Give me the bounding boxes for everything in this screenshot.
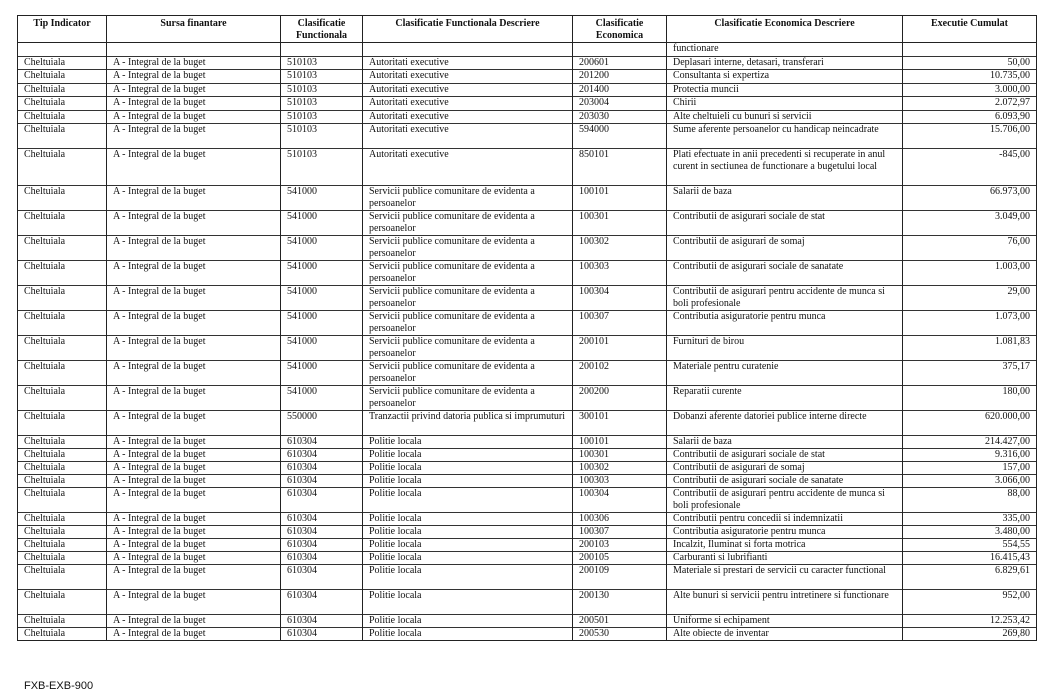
cell-cf: 610304	[281, 552, 363, 565]
cell-cf-descriere: Servicii publice comunitare de evidenta a persoanelor	[363, 361, 573, 386]
cell-ce: 201200	[573, 70, 667, 84]
cell-cf-descriere: Politie locala	[363, 449, 573, 462]
cell-cf: 541000	[281, 336, 363, 361]
cell-cf-descriere: Servicii publice comunitare de evidenta a persoanelor	[363, 311, 573, 336]
cell-tip: Cheltuiala	[18, 361, 107, 386]
cell-cf-descriere: Politie locala	[363, 462, 573, 475]
table-row	[18, 110, 1037, 124]
cell-ce-descriere: Consultanta si expertiza	[667, 70, 903, 84]
cell-sursa: A - Integral de la buget	[107, 286, 281, 311]
cell-tip	[18, 43, 107, 57]
table-row	[18, 526, 1037, 539]
cell-ce: 200200	[573, 386, 667, 411]
cell-ce: 594000	[573, 124, 667, 149]
table-row	[18, 475, 1037, 488]
cell-ce: 100302	[573, 236, 667, 261]
cell-sursa: A - Integral de la buget	[107, 565, 281, 590]
cell-executie: 1.003,00	[903, 261, 1037, 286]
table-row	[18, 565, 1037, 590]
cell-cf: 610304	[281, 488, 363, 513]
table-row	[18, 286, 1037, 311]
cell-cf: 541000	[281, 361, 363, 386]
table-row	[18, 261, 1037, 286]
cell-cf: 510103	[281, 149, 363, 186]
cell-cf: 610304	[281, 539, 363, 552]
cell-cf-descriere: Politie locala	[363, 615, 573, 628]
cell-ce: 100304	[573, 488, 667, 513]
cell-sursa: A - Integral de la buget	[107, 488, 281, 513]
cell-executie: 157,00	[903, 462, 1037, 475]
cell-tip: Cheltuiala	[18, 411, 107, 436]
continuation-row	[18, 43, 1037, 57]
cell-cf	[281, 43, 363, 57]
cell-tip: Cheltuiala	[18, 97, 107, 111]
cell-executie: -845,00	[903, 149, 1037, 186]
cell-ce: 203004	[573, 97, 667, 111]
cell-ce: 200105	[573, 552, 667, 565]
cell-ce: 100101	[573, 186, 667, 211]
cell-ce-descriere: Alte obiecte de inventar	[667, 628, 903, 641]
cell-sursa: A - Integral de la buget	[107, 124, 281, 149]
cell-cf: 541000	[281, 311, 363, 336]
cell-sursa: A - Integral de la buget	[107, 590, 281, 615]
cell-tip: Cheltuiala	[18, 436, 107, 449]
cell-cf: 541000	[281, 186, 363, 211]
table-row	[18, 186, 1037, 211]
cell-executie: 50,00	[903, 56, 1037, 70]
cell-cf: 610304	[281, 449, 363, 462]
table-row	[18, 628, 1037, 641]
cell-tip: Cheltuiala	[18, 526, 107, 539]
cell-cf-descriere: Servicii publice comunitare de evidenta a persoanelor	[363, 261, 573, 286]
cell-cf-descriere: Servicii publice comunitare de evidenta a persoanelor	[363, 186, 573, 211]
cell-cf-descriere: Politie locala	[363, 488, 573, 513]
cell-sursa: A - Integral de la buget	[107, 311, 281, 336]
cell-ce-descriere: Salarii de baza	[667, 186, 903, 211]
cell-ce-descriere: Contributia asiguratorie pentru munca	[667, 311, 903, 336]
cell-executie: 3.480,00	[903, 526, 1037, 539]
cell-ce-descriere: Materiale si prestari de servicii cu caracter functional	[667, 565, 903, 590]
cell-executie: 66.973,00	[903, 186, 1037, 211]
cell-executie: 15.706,00	[903, 124, 1037, 149]
cell-cf-descriere	[363, 43, 573, 57]
cell-ce-descriere: Chirii	[667, 97, 903, 111]
cell-sursa: A - Integral de la buget	[107, 236, 281, 261]
cell-tip: Cheltuiala	[18, 211, 107, 236]
cell-ce: 200530	[573, 628, 667, 641]
cell-executie: 180,00	[903, 386, 1037, 411]
cell-cf-descriere: Politie locala	[363, 475, 573, 488]
cell-tip: Cheltuiala	[18, 83, 107, 97]
cell-sursa: A - Integral de la buget	[107, 70, 281, 84]
cell-tip: Cheltuiala	[18, 615, 107, 628]
cell-cf: 510103	[281, 97, 363, 111]
cell-ce-descriere: Contributii de asigurari sociale de stat	[667, 449, 903, 462]
cell-executie: 3.000,00	[903, 83, 1037, 97]
cell-tip: Cheltuiala	[18, 186, 107, 211]
cell-sursa: A - Integral de la buget	[107, 110, 281, 124]
cell-cf: 610304	[281, 628, 363, 641]
cell-ce: 100307	[573, 526, 667, 539]
cell-cf: 610304	[281, 462, 363, 475]
cell-tip: Cheltuiala	[18, 236, 107, 261]
cell-executie: 12.253,42	[903, 615, 1037, 628]
cell-ce: 201400	[573, 83, 667, 97]
cell-tip: Cheltuiala	[18, 590, 107, 615]
cell-cf-descriere: Autoritati executive	[363, 110, 573, 124]
cell-ce-descriere: Contributii de asigurari sociale de sanatate	[667, 475, 903, 488]
table-row	[18, 70, 1037, 84]
cell-ce: 200103	[573, 539, 667, 552]
cell-cf-descriere: Tranzactii privind datoria publica si imprumuturi	[363, 411, 573, 436]
cell-cf: 510103	[281, 110, 363, 124]
cell-cf-descriere: Servicii publice comunitare de evidenta a persoanelor	[363, 211, 573, 236]
cell-tip: Cheltuiala	[18, 124, 107, 149]
table-row	[18, 513, 1037, 526]
cell-cf: 541000	[281, 386, 363, 411]
cell-sursa: A - Integral de la buget	[107, 97, 281, 111]
cell-tip: Cheltuiala	[18, 311, 107, 336]
table-row	[18, 336, 1037, 361]
cell-tip: Cheltuiala	[18, 336, 107, 361]
cell-cf: 610304	[281, 565, 363, 590]
cell-tip: Cheltuiala	[18, 386, 107, 411]
cell-sursa	[107, 43, 281, 57]
cell-sursa: A - Integral de la buget	[107, 615, 281, 628]
cell-ce: 300101	[573, 411, 667, 436]
cell-sursa: A - Integral de la buget	[107, 436, 281, 449]
cell-ce: 200102	[573, 361, 667, 386]
cell-cf: 610304	[281, 590, 363, 615]
table-row	[18, 124, 1037, 149]
cell-ce-descriere: Contributia asiguratorie pentru munca	[667, 526, 903, 539]
cell-tip: Cheltuiala	[18, 552, 107, 565]
header-sursa-finantare: Sursa finantare	[107, 16, 281, 43]
cell-ce: 200130	[573, 590, 667, 615]
cell-executie: 3.066,00	[903, 475, 1037, 488]
cell-executie: 2.072,97	[903, 97, 1037, 111]
cell-executie: 10.735,00	[903, 70, 1037, 84]
cell-executie: 16.415,43	[903, 552, 1037, 565]
cell-ce: 100306	[573, 513, 667, 526]
cell-sursa: A - Integral de la buget	[107, 449, 281, 462]
cell-tip: Cheltuiala	[18, 56, 107, 70]
cell-executie: 3.049,00	[903, 211, 1037, 236]
cell-tip: Cheltuiala	[18, 110, 107, 124]
cell-ce: 100307	[573, 311, 667, 336]
cell-ce-descriere: Salarii de baza	[667, 436, 903, 449]
cell-cf: 610304	[281, 526, 363, 539]
cell-tip: Cheltuiala	[18, 261, 107, 286]
cell-ce: 200101	[573, 336, 667, 361]
table-row	[18, 361, 1037, 386]
cell-tip: Cheltuiala	[18, 475, 107, 488]
cell-ce: 200109	[573, 565, 667, 590]
cell-ce: 200501	[573, 615, 667, 628]
cell-cf-descriere: Politie locala	[363, 628, 573, 641]
table-row	[18, 552, 1037, 565]
cell-executie: 76,00	[903, 236, 1037, 261]
cell-tip: Cheltuiala	[18, 513, 107, 526]
cell-cf: 550000	[281, 411, 363, 436]
cell-tip: Cheltuiala	[18, 149, 107, 186]
cell-ce: 850101	[573, 149, 667, 186]
cell-sursa: A - Integral de la buget	[107, 361, 281, 386]
cell-sursa: A - Integral de la buget	[107, 261, 281, 286]
table-row	[18, 211, 1037, 236]
header-clasificatie-economica-descriere: Clasificatie Economica Descriere	[667, 16, 903, 43]
cell-executie: 952,00	[903, 590, 1037, 615]
cell-sursa: A - Integral de la buget	[107, 336, 281, 361]
cell-ce-descriere: Plati efectuate in anii precedenti si recuperate in anul curent in sectiunea de functionare a bugetului local	[667, 149, 903, 186]
cell-tip: Cheltuiala	[18, 449, 107, 462]
cell-sursa: A - Integral de la buget	[107, 186, 281, 211]
cell-sursa: A - Integral de la buget	[107, 526, 281, 539]
cell-cf-descriere: Autoritati executive	[363, 124, 573, 149]
header-tip-indicator: Tip Indicator	[18, 16, 107, 43]
cell-sursa: A - Integral de la buget	[107, 513, 281, 526]
cell-ce-descriere: Alte cheltuieli cu bunuri si servicii	[667, 110, 903, 124]
cell-cf-descriere: Politie locala	[363, 590, 573, 615]
cell-sursa: A - Integral de la buget	[107, 386, 281, 411]
cell-ce-descriere: Incalzit, Iluminat si forta motrica	[667, 539, 903, 552]
table-row	[18, 539, 1037, 552]
cell-ce	[573, 43, 667, 57]
cell-tip: Cheltuiala	[18, 286, 107, 311]
cell-cf: 510103	[281, 83, 363, 97]
cell-ce: 100303	[573, 475, 667, 488]
cell-tip: Cheltuiala	[18, 628, 107, 641]
cell-executie: 335,00	[903, 513, 1037, 526]
cell-cf-descriere: Politie locala	[363, 526, 573, 539]
cell-executie: 29,00	[903, 286, 1037, 311]
cell-cf: 541000	[281, 286, 363, 311]
cell-ce: 100101	[573, 436, 667, 449]
cell-executie: 6.093,90	[903, 110, 1037, 124]
execution-report-table	[17, 15, 1037, 641]
cell-cf-descriere: Autoritati executive	[363, 149, 573, 186]
header-clasificatie-functionala-descriere: Clasificatie Functionala Descriere	[363, 16, 573, 43]
cell-cf: 541000	[281, 211, 363, 236]
cell-ce: 100304	[573, 286, 667, 311]
cell-ce-descriere: Contributii de asigurari pentru accidente de munca si boli profesionale	[667, 286, 903, 311]
cell-ce: 203030	[573, 110, 667, 124]
cell-ce-descriere: Alte bunuri si servicii pentru intretinere si functionare	[667, 590, 903, 615]
cell-executie: 375,17	[903, 361, 1037, 386]
table-row	[18, 449, 1037, 462]
cell-ce: 100303	[573, 261, 667, 286]
cell-cf: 610304	[281, 513, 363, 526]
cell-sursa: A - Integral de la buget	[107, 411, 281, 436]
cell-sursa: A - Integral de la buget	[107, 475, 281, 488]
cell-cf-descriere: Autoritati executive	[363, 83, 573, 97]
table-row	[18, 488, 1037, 513]
table-row	[18, 462, 1037, 475]
cell-cf: 510103	[281, 70, 363, 84]
cell-ce-descriere: Contributii de asigurari sociale de stat	[667, 211, 903, 236]
cell-ce-descriere: Reparatii curente	[667, 386, 903, 411]
cell-cf: 510103	[281, 124, 363, 149]
cell-cf: 541000	[281, 236, 363, 261]
cell-ce-descriere: Carburanti si lubrifianti	[667, 552, 903, 565]
table-header-row	[18, 16, 1037, 43]
cell-executie: 620.000,00	[903, 411, 1037, 436]
table-row	[18, 311, 1037, 336]
cell-sursa: A - Integral de la buget	[107, 552, 281, 565]
cell-executie: 6.829,61	[903, 565, 1037, 590]
cell-executie: 1.081,83	[903, 336, 1037, 361]
table-row	[18, 590, 1037, 615]
cell-ce-descriere: Contributii pentru concedii si indemnizatii	[667, 513, 903, 526]
cell-ce-descriere: functionare	[667, 43, 903, 57]
header-clasificatie-functionala: Clasificatie Functionala	[281, 16, 363, 43]
cell-ce-descriere: Uniforme si echipament	[667, 615, 903, 628]
cell-cf: 510103	[281, 56, 363, 70]
cell-tip: Cheltuiala	[18, 70, 107, 84]
cell-ce: 100301	[573, 449, 667, 462]
cell-cf: 610304	[281, 436, 363, 449]
cell-cf-descriere: Politie locala	[363, 436, 573, 449]
cell-ce-descriere: Sume aferente persoanelor cu handicap neincadrate	[667, 124, 903, 149]
cell-sursa: A - Integral de la buget	[107, 628, 281, 641]
header-executie-cumulat: Executie Cumulat	[903, 16, 1037, 43]
cell-cf-descriere: Autoritati executive	[363, 70, 573, 84]
cell-executie: 9.316,00	[903, 449, 1037, 462]
cell-ce-descriere: Dobanzi aferente datoriei publice interne directe	[667, 411, 903, 436]
cell-tip: Cheltuiala	[18, 462, 107, 475]
cell-ce-descriere: Contributii de asigurari sociale de sanatate	[667, 261, 903, 286]
table-row	[18, 56, 1037, 70]
cell-executie	[903, 43, 1037, 57]
cell-cf: 610304	[281, 475, 363, 488]
table-row	[18, 436, 1037, 449]
cell-ce-descriere: Protectia muncii	[667, 83, 903, 97]
cell-sursa: A - Integral de la buget	[107, 211, 281, 236]
cell-sursa: A - Integral de la buget	[107, 149, 281, 186]
cell-ce-descriere: Contributii de asigurari de somaj	[667, 462, 903, 475]
cell-ce-descriere: Deplasari interne, detasari, transferari	[667, 56, 903, 70]
report-code: FXB-EXB-900	[24, 680, 94, 692]
cell-sursa: A - Integral de la buget	[107, 462, 281, 475]
cell-ce: 100301	[573, 211, 667, 236]
table-row	[18, 236, 1037, 261]
table-row	[18, 83, 1037, 97]
cell-executie: 1.073,00	[903, 311, 1037, 336]
cell-ce: 100302	[573, 462, 667, 475]
cell-cf-descriere: Politie locala	[363, 539, 573, 552]
table-row	[18, 149, 1037, 186]
cell-tip: Cheltuiala	[18, 565, 107, 590]
cell-cf-descriere: Politie locala	[363, 552, 573, 565]
cell-ce: 200601	[573, 56, 667, 70]
cell-ce-descriere: Materiale pentru curatenie	[667, 361, 903, 386]
cell-cf-descriere: Servicii publice comunitare de evidenta a persoanelor	[363, 236, 573, 261]
table-row	[18, 615, 1037, 628]
cell-cf-descriere: Servicii publice comunitare de evidenta a persoanelor	[363, 386, 573, 411]
cell-executie: 554,55	[903, 539, 1037, 552]
cell-cf-descriere: Servicii publice comunitare de evidenta a persoanelor	[363, 286, 573, 311]
cell-sursa: A - Integral de la buget	[107, 539, 281, 552]
cell-executie: 214.427,00	[903, 436, 1037, 449]
cell-cf-descriere: Servicii publice comunitare de evidenta a persoanelor	[363, 336, 573, 361]
cell-cf-descriere: Politie locala	[363, 565, 573, 590]
cell-cf: 610304	[281, 615, 363, 628]
cell-executie: 269,80	[903, 628, 1037, 641]
cell-cf-descriere: Politie locala	[363, 513, 573, 526]
cell-sursa: A - Integral de la buget	[107, 83, 281, 97]
cell-cf-descriere: Autoritati executive	[363, 97, 573, 111]
table-row	[18, 386, 1037, 411]
cell-ce-descriere: Contributii de asigurari pentru accidente de munca si boli profesionale	[667, 488, 903, 513]
cell-cf: 541000	[281, 261, 363, 286]
cell-tip: Cheltuiala	[18, 539, 107, 552]
cell-cf-descriere: Autoritati executive	[363, 56, 573, 70]
header-clasificatie-economica: Clasificatie Economica	[573, 16, 667, 43]
cell-ce-descriere: Furnituri de birou	[667, 336, 903, 361]
table-row	[18, 97, 1037, 111]
cell-tip: Cheltuiala	[18, 488, 107, 513]
cell-executie: 88,00	[903, 488, 1037, 513]
cell-ce-descriere: Contributii de asigurari de somaj	[667, 236, 903, 261]
table-row	[18, 411, 1037, 436]
cell-sursa: A - Integral de la buget	[107, 56, 281, 70]
